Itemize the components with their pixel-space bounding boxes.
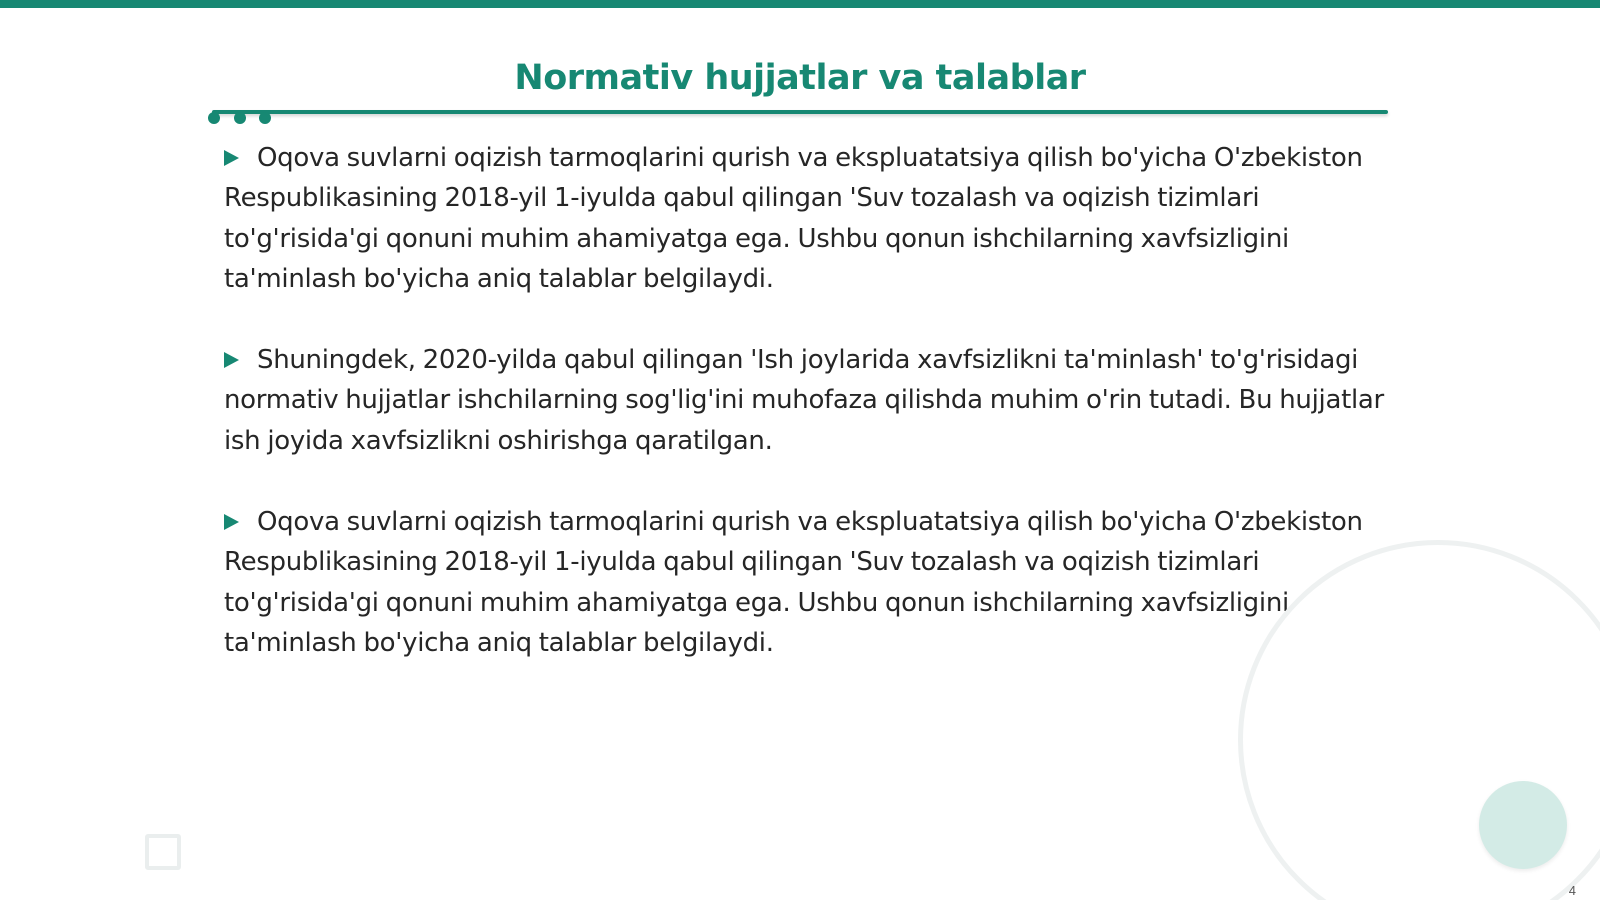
title-underline <box>212 110 1388 114</box>
bullet-text: Shuningdek, 2020-yilda qabul qilingan 'Ish joylarida xavfsizlikni ta'minlash' to'g'risidagi normativ hujjatlar ishchilarning sog'lig'ini muhofaza qilishda muhim o'rin tutadi. Bu hujjatlar ish joyida xavfsizlikni oshirishga qaratilgan. <box>224 345 1384 456</box>
bullet-item <box>224 502 1394 663</box>
bullet-item <box>224 340 1394 461</box>
decorative-dot <box>259 112 271 124</box>
slide-title: Normativ hujjatlar va talablar <box>514 58 1086 98</box>
triangle-right-icon <box>224 352 239 368</box>
page-number: 4 <box>1568 883 1576 898</box>
bullet-text: Oqova suvlarni oqizish tarmoqlarini qurish va ekspluatatsiya qilish bo'yicha O'zbekiston Respublikasining 2018-yil 1-iyulda qabul qilingan 'Suv tozalash va oqizish tizimlari to'g'risida'gi qonuni muhim ahamiyatga ega. Ushbu qonun ishchilarning xavfsizligini ta'minlash bo'yicha aniq talablar belgilaydi. <box>224 507 1363 658</box>
decorative-dot <box>234 112 246 124</box>
decorative-circle <box>1479 781 1567 869</box>
bullet-item <box>224 138 1394 299</box>
decorative-square <box>145 834 181 870</box>
triangle-right-icon <box>224 514 239 530</box>
top-accent-bar <box>0 0 1600 8</box>
bullet-text: Oqova suvlarni oqizish tarmoqlarini qurish va ekspluatatsiya qilish bo'yicha O'zbekiston Respublikasining 2018-yil 1-iyulda qabul qilingan 'Suv tozalash va oqizish tizimlari to'g'risida'gi qonuni muhim ahamiyatga ega. Ushbu qonun ishchilarning xavfsizligini ta'minlash bo'yicha aniq talablar belgilaydi. <box>224 143 1363 294</box>
triangle-right-icon <box>224 150 239 166</box>
decorative-dot <box>208 112 220 124</box>
bullet-list <box>224 138 1394 704</box>
